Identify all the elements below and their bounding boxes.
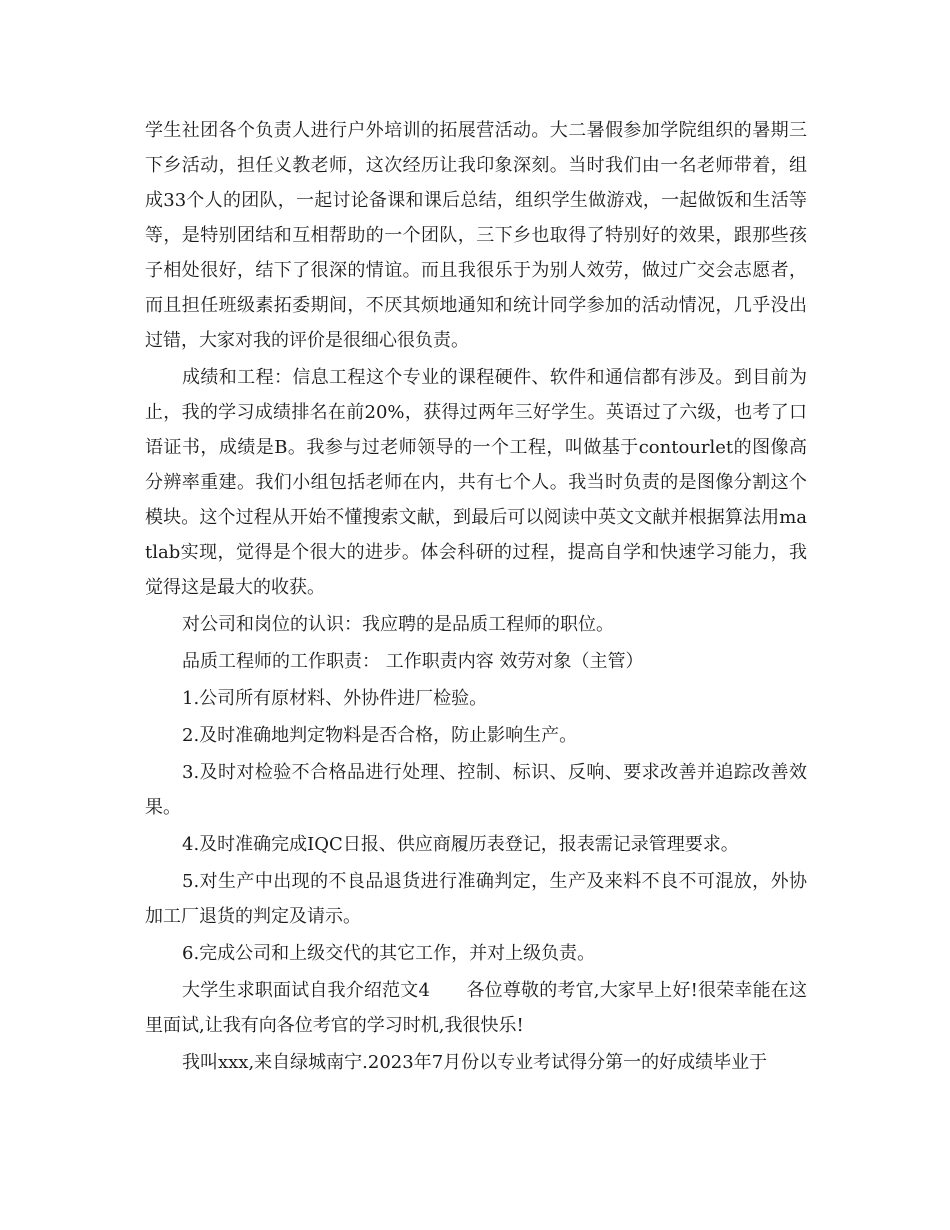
- list-item-duty-3: 3.及时对检验不合格品进行处理、控制、标识、反响、要求改善并追踪改善效果。: [145, 762, 807, 818]
- paragraph-sample-4-intro: 大学生求职面试自我介绍范文4 各位尊敬的考官,大家早上好!很荣幸能在这里面试,让我有向各位考官的学习时机,我很快乐!: [145, 980, 807, 1036]
- list-item-duty-5: 5.对生产中出现的不良品退货进行准确判定，生产及来料不良不可混放，外协加工厂退货的判定及请示。: [145, 871, 807, 927]
- list-item-duty-4: 4.及时准确完成IQC日报、供应商履历表登记，报表需记录管理要求。: [182, 834, 739, 855]
- list-item-duty-6: 6.完成公司和上级交代的其它工作，并对上级负责。: [182, 943, 596, 964]
- paragraph-student-activities: 学生社团各个负责人进行户外培训的拓展营活动。大二暑假参加学院组织的暑期三下乡活动，担任义教老师，这次经历让我印象深刻。当时我们由一名老师带着，组成33个人的团队，一起讨论备课和课后总结，组织学生做游戏，一起做饭和生活等等，是特别团结和互相帮助的一个团队，三下乡也取得了特别好的效果，跟那些孩子相处很好，结下了很深的情谊。而且我很乐于为别人效劳，做过广交会志愿者，而且担任班级素拓委期间，不厌其烦地通知和统计同学参加的活动情况，几乎没出过错，大家对我的评价是很细心很负责。: [145, 120, 807, 351]
- paragraph-grades-and-project: 成绩和工程：信息工程这个专业的课程硬件、软件和通信都有涉及。到目前为止，我的学习成绩排名在前20%，获得过两年三好学生。英语过了六级，也考了口语证书，成绩是B。我参与过老师领导的一个工程，叫做基于contourlet的图像高分辨率重建。我们小组包括老师在内，共有七个人。我当时负责的是图像分割这个模块。这个过程从开始不懂搜索文献，到最后可以阅读中英文文献并根据算法用matlab实现，觉得是个很大的进步。体会科研的过程，提高自学和快速学习能力，我觉得这是最大的收获。: [145, 367, 807, 598]
- document-body: [145, 113, 807, 1082]
- paragraph-duties-heading: 品质工程师的工作职责： 工作职责内容 效劳对象（主管）: [182, 651, 644, 672]
- list-item-duty-2: 2.及时准确地判定物料是否合格，防止影响生产。: [182, 725, 578, 746]
- paragraph-self-introduction: 我叫xxx,来自绿城南宁.2023年7月份以专业考试得分第一的好成绩毕业于: [182, 1052, 768, 1073]
- paragraph-company-position: 对公司和岗位的认识：我应聘的是品质工程师的职位。: [182, 614, 614, 635]
- list-item-duty-1: 1.公司所有原材料、外协件进厂检验。: [182, 688, 488, 709]
